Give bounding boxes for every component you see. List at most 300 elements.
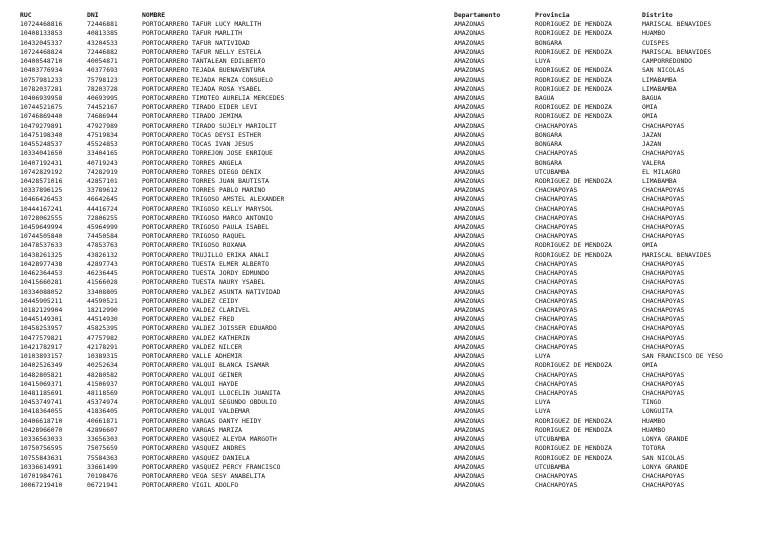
table-row bbox=[0, 168, 768, 177]
cell-departamento: AMAZONAS bbox=[454, 167, 485, 176]
cell-ruc: 10728062555 bbox=[20, 213, 63, 222]
cell-provincia: CHACHAPOYAS bbox=[535, 213, 578, 222]
cell-provincia: RODRIGUEZ DE MENDOZA bbox=[535, 444, 612, 453]
cell-provincia: CHACHAPOYAS bbox=[535, 278, 578, 287]
cell-ruc: 10444167241 bbox=[20, 204, 63, 213]
cell-provincia: UTCUBAMBA bbox=[535, 462, 570, 471]
margin-spacer bbox=[0, 389, 20, 398]
cell-dni: 72446882 bbox=[87, 47, 118, 56]
cell-dni: 72806255 bbox=[87, 213, 118, 222]
cell-ruc: 10406939958 bbox=[20, 93, 63, 102]
cell-departamento: AMAZONAS bbox=[454, 462, 485, 471]
cell-ruc: 10481185691 bbox=[20, 388, 63, 397]
cell-nombre: PORTOCARRERO TOCAS IVAN JESUS bbox=[142, 140, 254, 149]
margin-spacer bbox=[0, 472, 20, 481]
cell-nombre: PORTOCARRERO VALDEZ JOISSER EDUARDO bbox=[142, 324, 277, 333]
table-row bbox=[0, 435, 768, 444]
cell-dni: 40693995 bbox=[87, 93, 118, 102]
cell-provincia: CHACHAPOYAS bbox=[535, 370, 578, 379]
cell-nombre: PORTOCARRERO VALQUI VALDEMAR bbox=[142, 407, 250, 416]
cell-dni: 78203728 bbox=[87, 84, 118, 93]
cell-departamento: AMAZONAS bbox=[454, 379, 485, 388]
table-row bbox=[0, 288, 768, 297]
margin-spacer bbox=[0, 112, 20, 121]
margin-spacer bbox=[0, 168, 20, 177]
cell-departamento: AMAZONAS bbox=[454, 352, 485, 361]
cell-dni: 43826132 bbox=[87, 250, 118, 259]
cell-ruc: 10334041650 bbox=[20, 149, 63, 158]
cell-nombre: PORTOCARRERO VALQUI LLOCELIN JUANITA bbox=[142, 388, 281, 397]
cell-dni: 75584363 bbox=[87, 453, 118, 462]
cell-nombre: PORTOCARRERO TAFUR MARLITH bbox=[142, 29, 243, 38]
cell-provincia: CHACHAPOYAS bbox=[535, 186, 578, 195]
cell-distrito: OMIA bbox=[642, 241, 658, 250]
header-dni: DNI bbox=[87, 11, 99, 19]
cell-provincia: CHACHAPOYAS bbox=[535, 315, 578, 324]
table-row bbox=[0, 149, 768, 158]
margin-spacer bbox=[0, 94, 20, 103]
table-row bbox=[0, 444, 768, 453]
cell-nombre: PORTOCARRERO TORRES PABLO MARINO bbox=[142, 186, 266, 195]
cell-departamento: AMAZONAS bbox=[454, 93, 485, 102]
cell-ruc: 10462364453 bbox=[20, 269, 63, 278]
cell-departamento: AMAZONAS bbox=[454, 140, 485, 149]
table-row bbox=[0, 352, 768, 361]
cell-departamento: AMAZONAS bbox=[454, 296, 485, 305]
cell-nombre: PORTOCARRERO TUESTA JORDY EDMUNDO bbox=[142, 269, 269, 278]
cell-departamento: AMAZONAS bbox=[454, 121, 485, 130]
cell-provincia: RODRIGUEZ DE MENDOZA bbox=[535, 176, 612, 185]
cell-ruc: 10455248537 bbox=[20, 140, 63, 149]
cell-dni: 10389315 bbox=[87, 352, 118, 361]
cell-ruc: 10438261325 bbox=[20, 250, 63, 259]
cell-nombre: PORTOCARRERO TORRES DIEGO DENIX bbox=[142, 167, 262, 176]
margin-spacer bbox=[0, 76, 20, 85]
cell-provincia: RODRIGUEZ DE MENDOZA bbox=[535, 75, 612, 84]
cell-distrito: OMIA bbox=[642, 103, 658, 112]
table-row bbox=[0, 481, 768, 490]
table-row bbox=[0, 241, 768, 250]
cell-provincia: RODRIGUEZ DE MENDOZA bbox=[535, 20, 612, 29]
cell-departamento: AMAZONAS bbox=[454, 370, 485, 379]
cell-dni: 40252634 bbox=[87, 361, 118, 370]
cell-nombre: PORTOCARRERO TRIGOSO PAULA ISABEL bbox=[142, 223, 269, 232]
cell-dni: 18212990 bbox=[87, 306, 118, 314]
cell-nombre: PORTOCARRERO TIMOTEO AURELIA MERCEDES bbox=[142, 93, 285, 102]
cell-provincia: CHACHAPOYAS bbox=[535, 342, 578, 351]
cell-departamento: AMAZONAS bbox=[454, 259, 485, 268]
cell-departamento: AMAZONAS bbox=[454, 471, 485, 480]
cell-distrito: OMIA bbox=[642, 361, 658, 370]
table-row bbox=[0, 159, 768, 168]
margin-spacer bbox=[0, 334, 20, 343]
margin-spacer bbox=[0, 20, 20, 29]
cell-ruc: 10475198340 bbox=[20, 130, 63, 139]
margin-spacer bbox=[0, 352, 20, 361]
cell-provincia: CHACHAPOYAS bbox=[535, 333, 578, 342]
cell-nombre: PORTOCARRERO TIRADO EIDER LEVI bbox=[142, 103, 258, 112]
margin-spacer bbox=[0, 306, 20, 315]
cell-nombre: PORTOCARRERO VALDEZ NILCER bbox=[142, 342, 243, 351]
cell-distrito: JAZAN bbox=[642, 130, 662, 139]
cell-nombre: PORTOCARRERO VALQUI BLANCA ISAMAR bbox=[142, 361, 269, 370]
cell-provincia: CHACHAPOYAS bbox=[535, 324, 578, 333]
cell-ruc: 10428966070 bbox=[20, 425, 63, 434]
cell-ruc: 10744521675 bbox=[20, 103, 63, 112]
cell-departamento: AMAZONAS bbox=[454, 186, 485, 195]
table-row bbox=[0, 306, 768, 315]
cell-ruc: 10402526349 bbox=[20, 361, 63, 370]
cell-dni: 41566028 bbox=[87, 278, 118, 287]
cell-departamento: AMAZONAS bbox=[454, 287, 485, 296]
cell-nombre: PORTOCARRERO TORREJON JOSE ENRIQUE bbox=[142, 149, 273, 158]
cell-provincia: UTCUBAMBA bbox=[535, 167, 570, 176]
cell-provincia: CHACHAPOYAS bbox=[535, 481, 578, 490]
cell-ruc: 10428977438 bbox=[20, 259, 63, 268]
cell-distrito: CHACHAPOYAS bbox=[642, 223, 685, 232]
cell-departamento: AMAZONAS bbox=[454, 103, 485, 112]
cell-nombre: PORTOCARRERO VALDEZ CEIDY bbox=[142, 296, 239, 305]
margin-spacer bbox=[0, 435, 20, 444]
table-row bbox=[0, 260, 768, 269]
cell-ruc: 10724468816 bbox=[20, 20, 63, 29]
cell-provincia: BONGARA bbox=[535, 38, 562, 47]
table-row bbox=[0, 186, 768, 195]
cell-provincia: UTCUBAMBA bbox=[535, 435, 570, 444]
cell-departamento: AMAZONAS bbox=[454, 481, 485, 490]
cell-nombre: PORTOCARRERO TAFUR NELLY ESTELA bbox=[142, 47, 262, 56]
cell-provincia: BONGARA bbox=[535, 130, 562, 139]
table-row bbox=[0, 66, 768, 75]
cell-dni: 74282919 bbox=[87, 167, 118, 176]
cell-ruc: 10400548710 bbox=[20, 57, 63, 66]
table-row bbox=[0, 343, 768, 352]
cell-dni: 47853763 bbox=[87, 241, 118, 250]
table-row bbox=[0, 122, 768, 131]
margin-spacer bbox=[0, 251, 20, 260]
cell-distrito: TINGO bbox=[642, 398, 662, 407]
cell-dni: 06721941 bbox=[87, 481, 118, 490]
cell-provincia: CHACHAPOYAS bbox=[535, 232, 578, 241]
table-row bbox=[0, 463, 768, 472]
table-row bbox=[0, 232, 768, 241]
cell-provincia: CHACHAPOYAS bbox=[535, 471, 578, 480]
cell-distrito: HUAMBO bbox=[642, 29, 666, 38]
table-row bbox=[0, 140, 768, 149]
cell-provincia: RODRIGUEZ DE MENDOZA bbox=[535, 112, 612, 121]
cell-distrito: LONGUITA bbox=[642, 407, 673, 416]
cell-dni: 41836405 bbox=[87, 407, 118, 416]
cell-departamento: AMAZONAS bbox=[454, 388, 485, 397]
cell-distrito: SAN NICOLAS bbox=[642, 66, 685, 75]
margin-spacer bbox=[0, 177, 20, 186]
cell-provincia: RODRIGUEZ DE MENDOZA bbox=[535, 425, 612, 434]
margin-spacer bbox=[0, 371, 20, 380]
cell-nombre: PORTOCARRERO VEGA SESY ANABELITA bbox=[142, 471, 266, 480]
cell-distrito: CHACHAPOYAS bbox=[642, 379, 685, 388]
cell-provincia: LUYA bbox=[535, 57, 551, 66]
cell-provincia: CHACHAPOYAS bbox=[535, 306, 578, 314]
cell-provincia: RODRIGUEZ DE MENDOZA bbox=[535, 47, 612, 56]
ruc-table bbox=[0, 11, 768, 490]
cell-provincia: CHACHAPOYAS bbox=[535, 259, 578, 268]
margin-spacer bbox=[0, 426, 20, 435]
cell-dni: 33789612 bbox=[87, 186, 118, 195]
cell-provincia: CHACHAPOYAS bbox=[535, 388, 578, 397]
cell-distrito: CHACHAPOYAS bbox=[642, 259, 685, 268]
cell-provincia: RODRIGUEZ DE MENDOZA bbox=[535, 453, 612, 462]
cell-distrito: CHACHAPOYAS bbox=[642, 481, 685, 490]
cell-distrito: CHACHAPOYAS bbox=[642, 370, 685, 379]
margin-spacer bbox=[0, 398, 20, 407]
table-row bbox=[0, 177, 768, 186]
margin-spacer bbox=[0, 380, 20, 389]
cell-departamento: AMAZONAS bbox=[454, 425, 485, 434]
cell-distrito: SAN FRANCISCO DE YESO bbox=[642, 352, 723, 361]
cell-departamento: AMAZONAS bbox=[454, 20, 485, 29]
cell-nombre: PORTOCARRERO TANTALEAN EDILBERTO bbox=[142, 57, 266, 66]
cell-distrito: CHACHAPOYAS bbox=[642, 204, 685, 213]
cell-distrito: EL MILAGRO bbox=[642, 167, 681, 176]
margin-spacer bbox=[0, 241, 20, 250]
cell-departamento: AMAZONAS bbox=[454, 158, 485, 167]
cell-dni: 75798123 bbox=[87, 75, 118, 84]
cell-departamento: AMAZONAS bbox=[454, 38, 485, 47]
cell-departamento: AMAZONAS bbox=[454, 361, 485, 370]
cell-departamento: AMAZONAS bbox=[454, 453, 485, 462]
header-ruc: RUC bbox=[20, 11, 32, 19]
margin-spacer bbox=[0, 454, 20, 463]
margin-spacer bbox=[0, 39, 20, 48]
cell-distrito: CHACHAPOYAS bbox=[642, 195, 685, 204]
cell-nombre: PORTOCARRERO VASQUEZ PERCY FRANCISCO bbox=[142, 462, 281, 471]
cell-distrito: MARISCAL BENAVIDES bbox=[642, 20, 712, 29]
cell-nombre: PORTOCARRERO TEJADA RENZA CONSUELO bbox=[142, 75, 273, 84]
cell-provincia: BONGARA bbox=[535, 158, 562, 167]
cell-nombre: PORTOCARRERO TUESTA ELMER ALBERTO bbox=[142, 259, 269, 268]
cell-ruc: 10407192431 bbox=[20, 158, 63, 167]
cell-departamento: AMAZONAS bbox=[454, 324, 485, 333]
cell-provincia: CHACHAPOYAS bbox=[535, 204, 578, 213]
cell-distrito: CAMPORREDONDO bbox=[642, 57, 693, 66]
cell-nombre: PORTOCARRERO VALDEZ CLARIVEL bbox=[142, 306, 250, 314]
table-row bbox=[0, 417, 768, 426]
cell-ruc: 10408133853 bbox=[20, 29, 63, 38]
cell-distrito: CHACHAPOYAS bbox=[642, 315, 685, 324]
margin-spacer bbox=[0, 343, 20, 352]
table-row bbox=[0, 29, 768, 38]
cell-departamento: AMAZONAS bbox=[454, 130, 485, 139]
cell-distrito: CHACHAPOYAS bbox=[642, 213, 685, 222]
cell-departamento: AMAZONAS bbox=[454, 112, 485, 121]
cell-ruc: 10459649994 bbox=[20, 223, 63, 232]
cell-provincia: CHACHAPOYAS bbox=[535, 223, 578, 232]
cell-dni: 74686944 bbox=[87, 112, 118, 121]
table-row bbox=[0, 85, 768, 94]
cell-dni: 42897743 bbox=[87, 259, 118, 268]
cell-provincia: CHACHAPOYAS bbox=[535, 287, 578, 296]
cell-ruc: 10750756595 bbox=[20, 444, 63, 453]
cell-ruc: 10458253957 bbox=[20, 324, 63, 333]
cell-ruc: 10445149301 bbox=[20, 315, 63, 324]
margin-spacer bbox=[0, 140, 20, 149]
cell-ruc: 10724468824 bbox=[20, 47, 63, 56]
cell-dni: 42857101 bbox=[87, 176, 118, 185]
margin-spacer bbox=[0, 315, 20, 324]
cell-departamento: AMAZONAS bbox=[454, 269, 485, 278]
cell-distrito: LONYA GRANDE bbox=[642, 462, 689, 471]
cell-provincia: CHACHAPOYAS bbox=[535, 121, 578, 130]
margin-spacer bbox=[0, 66, 20, 75]
cell-ruc: 10415660281 bbox=[20, 278, 63, 287]
header-distrito: Distrito bbox=[642, 11, 673, 19]
cell-ruc: 10421782917 bbox=[20, 342, 63, 351]
table-row bbox=[0, 48, 768, 57]
table-row bbox=[0, 297, 768, 306]
cell-dni: 47927989 bbox=[87, 121, 118, 130]
cell-departamento: AMAZONAS bbox=[454, 149, 485, 158]
table-row bbox=[0, 426, 768, 435]
cell-distrito: CHACHAPOYAS bbox=[642, 269, 685, 278]
margin-spacer bbox=[0, 186, 20, 195]
margin-spacer bbox=[0, 444, 20, 453]
margin-spacer bbox=[0, 297, 20, 306]
cell-ruc: 10432045337 bbox=[20, 38, 63, 47]
cell-dni: 48280582 bbox=[87, 370, 118, 379]
cell-provincia: RODRIGUEZ DE MENDOZA bbox=[535, 416, 612, 425]
table-row bbox=[0, 361, 768, 370]
cell-ruc: 10428571016 bbox=[20, 176, 63, 185]
margin-spacer bbox=[0, 324, 20, 333]
table-row bbox=[0, 472, 768, 481]
margin-spacer bbox=[0, 103, 20, 112]
cell-ruc: 10466426453 bbox=[20, 195, 63, 204]
cell-dni: 33404165 bbox=[87, 149, 118, 158]
cell-ruc: 10406618710 bbox=[20, 416, 63, 425]
margin-spacer bbox=[0, 57, 20, 66]
cell-departamento: AMAZONAS bbox=[454, 176, 485, 185]
cell-dni: 40661871 bbox=[87, 416, 118, 425]
cell-nombre: PORTOCARRERO TRIGOSO RAQUEL bbox=[142, 232, 246, 241]
cell-provincia: CHACHAPOYAS bbox=[535, 195, 578, 204]
cell-dni: 42178291 bbox=[87, 342, 118, 351]
cell-dni: 33661499 bbox=[87, 462, 118, 471]
cell-departamento: AMAZONAS bbox=[454, 47, 485, 56]
cell-distrito: LIMABAMBA bbox=[642, 75, 677, 84]
cell-departamento: AMAZONAS bbox=[454, 57, 485, 66]
cell-nombre: PORTOCARRERO TORRES ANGELA bbox=[142, 158, 243, 167]
cell-nombre: PORTOCARRERO TAFUR NATIVIDAD bbox=[142, 38, 250, 47]
cell-nombre: PORTOCARRERO VIGIL ADOLFO bbox=[142, 481, 239, 490]
cell-ruc: 10744505840 bbox=[20, 232, 63, 241]
cell-departamento: AMAZONAS bbox=[454, 195, 485, 204]
margin-spacer bbox=[0, 29, 20, 38]
table-row bbox=[0, 214, 768, 223]
table-row bbox=[0, 131, 768, 140]
cell-dni: 75075659 bbox=[87, 444, 118, 453]
cell-nombre: PORTOCARRERO VALLE ADHEMIR bbox=[142, 352, 243, 361]
cell-provincia: RODRIGUEZ DE MENDOZA bbox=[535, 66, 612, 75]
cell-dni: 42896607 bbox=[87, 425, 118, 434]
cell-ruc: 10336614991 bbox=[20, 462, 63, 471]
cell-dni: 45524853 bbox=[87, 140, 118, 149]
cell-dni: 47757982 bbox=[87, 333, 118, 342]
cell-nombre: PORTOCARRERO VARGAS MARIZA bbox=[142, 425, 243, 434]
cell-provincia: RODRIGUEZ DE MENDOZA bbox=[535, 250, 612, 259]
cell-distrito: MARISCAL BENAVIDES bbox=[642, 47, 712, 56]
cell-departamento: AMAZONAS bbox=[454, 342, 485, 351]
cell-nombre: PORTOCARRERO TUESTA NAURY YSABEL bbox=[142, 278, 266, 287]
cell-dni: 74452167 bbox=[87, 103, 118, 112]
table-row bbox=[0, 278, 768, 287]
cell-ruc: 10482805821 bbox=[20, 370, 63, 379]
cell-distrito: CUISPES bbox=[642, 38, 669, 47]
cell-distrito: CHACHAPOYAS bbox=[642, 471, 685, 480]
cell-distrito: SAN NICOLAS bbox=[642, 453, 685, 462]
cell-distrito: TOTORA bbox=[642, 444, 666, 453]
cell-provincia: LUYA bbox=[535, 398, 551, 407]
cell-dni: 33408805 bbox=[87, 287, 118, 296]
cell-dni: 44416724 bbox=[87, 204, 118, 213]
table-row bbox=[0, 223, 768, 232]
cell-distrito: VALERA bbox=[642, 158, 666, 167]
margin-spacer bbox=[0, 48, 20, 57]
margin-spacer bbox=[0, 223, 20, 232]
cell-dni: 43204533 bbox=[87, 38, 118, 47]
cell-distrito: HUAMBO bbox=[642, 416, 666, 425]
cell-ruc: 10415069371 bbox=[20, 379, 63, 388]
margin-spacer bbox=[0, 149, 20, 158]
table-row bbox=[0, 407, 768, 416]
cell-dni: 45825395 bbox=[87, 324, 118, 333]
table-row bbox=[0, 315, 768, 324]
cell-nombre: PORTOCARRERO TAFUR LUCY MARLITH bbox=[142, 20, 262, 29]
cell-distrito: JAZAN bbox=[642, 140, 662, 149]
cell-departamento: AMAZONAS bbox=[454, 204, 485, 213]
cell-ruc: 10782037281 bbox=[20, 84, 63, 93]
cell-nombre: PORTOCARRERO VALDEZ KATHERIN bbox=[142, 333, 250, 342]
cell-ruc: 10445905211 bbox=[20, 296, 63, 305]
margin-spacer bbox=[0, 481, 20, 490]
margin-spacer bbox=[0, 463, 20, 472]
margin-spacer bbox=[0, 288, 20, 297]
cell-distrito: MARISCAL BENAVIDES bbox=[642, 250, 712, 259]
table-row bbox=[0, 380, 768, 389]
cell-provincia: RODRIGUEZ DE MENDOZA bbox=[535, 29, 612, 38]
margin-spacer bbox=[0, 269, 20, 278]
margin-spacer bbox=[0, 278, 20, 287]
cell-dni: 72446881 bbox=[87, 20, 118, 29]
cell-nombre: PORTOCARRERO TIRADO JEMIMA bbox=[142, 112, 243, 121]
cell-distrito: LONYA GRANDE bbox=[642, 435, 689, 444]
cell-departamento: AMAZONAS bbox=[454, 223, 485, 232]
cell-departamento: AMAZONAS bbox=[454, 241, 485, 250]
cell-departamento: AMAZONAS bbox=[454, 29, 485, 38]
cell-nombre: PORTOCARRERO TRUJILLO ERIKA ANALI bbox=[142, 250, 269, 259]
cell-ruc: 10746869440 bbox=[20, 112, 63, 121]
cell-ruc: 10757981233 bbox=[20, 75, 63, 84]
cell-ruc: 10478537633 bbox=[20, 241, 63, 250]
table-row bbox=[0, 389, 768, 398]
cell-departamento: AMAZONAS bbox=[454, 444, 485, 453]
cell-distrito: BAGUA bbox=[642, 93, 662, 102]
table-row bbox=[0, 94, 768, 103]
cell-dni: 70198476 bbox=[87, 471, 118, 480]
cell-departamento: AMAZONAS bbox=[454, 416, 485, 425]
cell-provincia: CHACHAPOYAS bbox=[535, 149, 578, 158]
cell-distrito: CHACHAPOYAS bbox=[642, 287, 685, 296]
cell-distrito: CHACHAPOYAS bbox=[642, 278, 685, 287]
